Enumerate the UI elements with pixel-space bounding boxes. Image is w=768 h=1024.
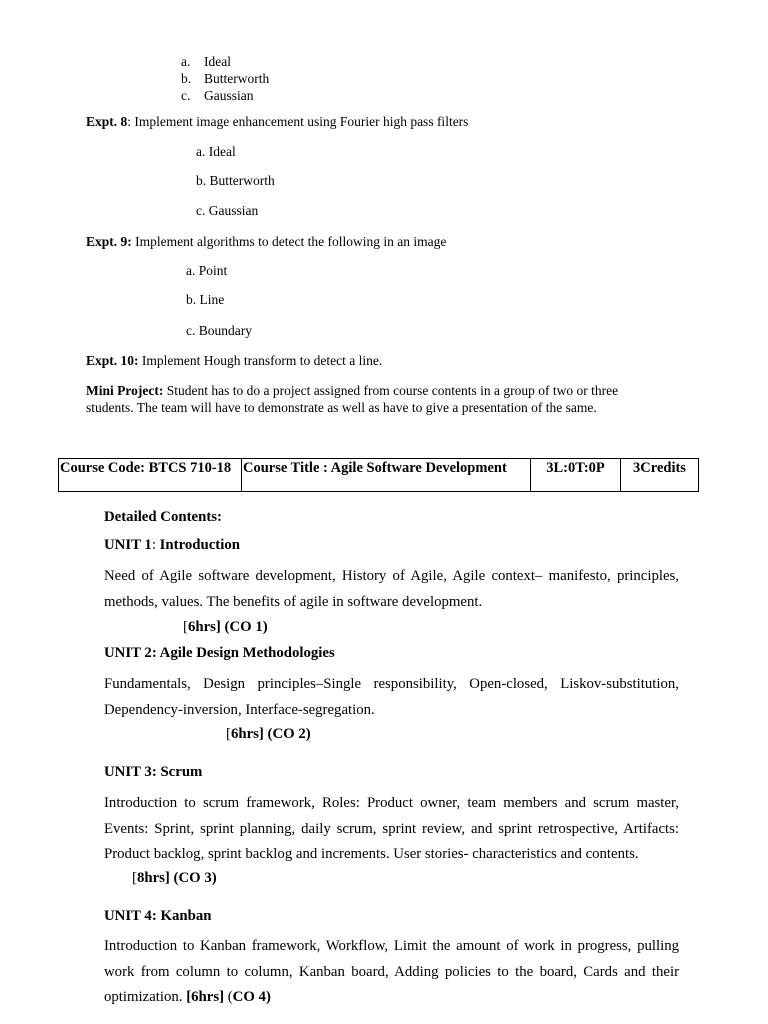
unit-1-heading — [104, 536, 240, 554]
credits-cell: 3Credits — [633, 460, 686, 476]
unit-4-body — [104, 934, 679, 1011]
list-item: b. Line — [186, 292, 225, 307]
list-item: c. Gaussian — [196, 203, 259, 218]
course-title-cell: Course Title : Agile Software Development — [242, 459, 531, 491]
co-label: (CO 2) — [263, 726, 311, 742]
course-code-cell: Course Code: BTCS 710-18 — [59, 459, 242, 491]
co-open: ( — [224, 989, 233, 1005]
list-item: b. Butterworth — [196, 173, 275, 188]
hours-value: 6hrs] — [230, 726, 264, 742]
hours-value: 8hrs] — [136, 870, 170, 886]
list-label: a. — [181, 54, 191, 69]
expt-10-text: Implement Hough transform to detect a line. — [138, 353, 383, 368]
list-item: a. Ideal — [196, 144, 236, 159]
unit-2-hours — [226, 725, 311, 743]
list-item — [181, 54, 231, 70]
course-table — [58, 458, 699, 492]
list-label: b. — [181, 71, 192, 86]
unit-1-separator: : — [151, 537, 160, 553]
list-item — [181, 71, 269, 87]
unit-1-body: Need of Agile software development, History of Agile, Agile context– manifesto, principles, methods, values. The benefits of agile in software development. — [104, 568, 679, 610]
unit-3-hours — [132, 869, 217, 887]
unit-1-prefix: UNIT 1 — [104, 537, 152, 553]
expt-10-paragraph — [86, 353, 382, 369]
expt-9-label: Expt. 9: — [86, 234, 132, 249]
list-item — [181, 88, 254, 104]
hours-open-bracket: [ — [183, 619, 188, 635]
unit-2-heading: UNIT 2: Agile Design Methodologies — [104, 645, 335, 661]
hours-open-bracket: [ — [226, 726, 231, 742]
mini-project-text: Student has to do a project assigned from course contents in a group of two or three — [163, 383, 619, 398]
mini-project-line-1 — [86, 383, 618, 399]
co-label: (CO 3) — [169, 870, 217, 886]
unit-2-body: Fundamentals, Design principles–Single responsibility, Open-closed, Liskov-substitution, Dependency-inversion, Interface-segregation. — [104, 676, 679, 718]
expt-10-label: Expt. 10: — [86, 353, 139, 368]
list-item: a. Point — [186, 263, 228, 278]
mini-project-line-2: students. The team will have to demonstrate as well as have to give a presentation of the same. — [86, 400, 597, 415]
list-text: Ideal — [204, 54, 231, 69]
mini-project-label: Mini Project: — [86, 383, 164, 398]
unit-4-heading: UNIT 4: Kanban — [104, 908, 212, 924]
expt-8-paragraph — [86, 114, 468, 130]
list-text: Gaussian — [204, 88, 254, 103]
hours-value: [6hrs] — [186, 989, 225, 1005]
expt-8-text: : Implement image enhancement using Fourier high pass filters — [127, 114, 469, 129]
unit-1-hours — [183, 618, 268, 636]
ltp-cell: 3L:0T:0P — [531, 459, 621, 491]
unit-3-heading: UNIT 3: Scrum — [104, 764, 203, 780]
hours-open-bracket: [ — [132, 870, 137, 886]
unit-4-body-text: Introduction to Kanban framework, Workflow, Limit the amount of work in progress, pulling work from column to column, Kanban board, Adding policies to the board, Cards and their optimization. — [104, 938, 679, 1005]
unit-3-body: Introduction to scrum framework, Roles: Product owner, team members and scrum master, Events: Sprint, sprint planning, daily scrum, sprint review, and sprint retrospective, Artifacts: Product backlog, sprint backlog and increments. User stories- characteristics and contents. — [104, 795, 679, 862]
expt-8-label: Expt. 8 — [86, 114, 128, 129]
expt-9-paragraph — [86, 234, 446, 250]
expt-9-text: Implement algorithms to detect the following in an image — [131, 234, 447, 249]
detailed-contents-heading: Detailed Contents: — [104, 509, 222, 525]
hours-value: 6hrs] — [187, 619, 221, 635]
list-label: c. — [181, 88, 191, 103]
list-text: Butterworth — [204, 71, 270, 86]
unit-1-title: Introduction — [159, 537, 240, 553]
co-label: (CO 1) — [220, 619, 268, 635]
co-label: CO 4) — [232, 989, 271, 1005]
list-item: c. Boundary — [186, 323, 252, 338]
